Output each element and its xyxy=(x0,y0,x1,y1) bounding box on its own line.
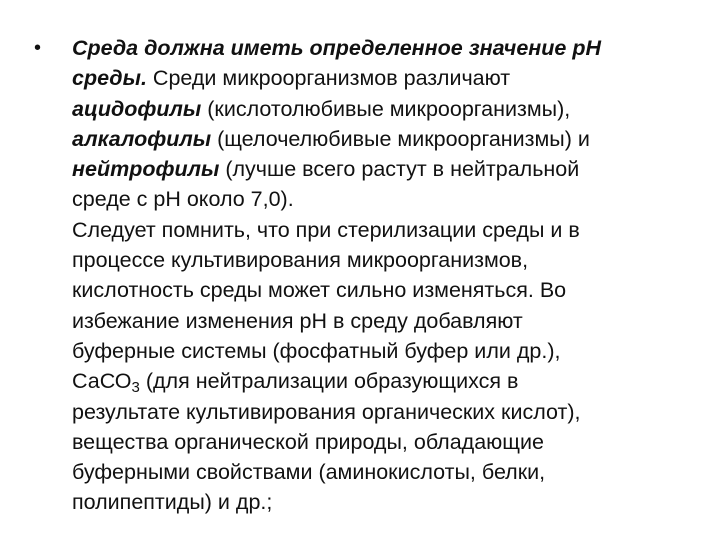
text-line-10: избежание изменения рН в среду добавляют xyxy=(72,308,523,333)
bold-phrase: Среда должна иметь определенное значение рН xyxy=(72,36,602,60)
text-line-15: буферными свойствами (аминокислоты, белки, xyxy=(72,460,546,485)
bullet-list xyxy=(34,33,694,518)
formula-subscript: 3 xyxy=(131,379,140,397)
text-line-14: вещества органической природы, обладающие xyxy=(72,429,544,454)
text-line-3 xyxy=(72,94,694,124)
text-line-7: Следует помнить, что при стерилизации среды и в xyxy=(72,217,580,242)
term-neutrophiles: нейтрофилы xyxy=(72,157,220,182)
text-line-4 xyxy=(72,124,694,154)
text-line-9: кислотность среды может сильно изменяться. Во xyxy=(72,278,567,303)
term-alkalophiles: алкалофилы xyxy=(72,126,212,151)
text-line-5 xyxy=(72,154,694,184)
text-run: (кислотолюбивые микроорганизмы), xyxy=(201,96,571,121)
text-run: (для нейтрализации образующихся в xyxy=(139,369,519,394)
text-run: (щелочелюбивые микроорганизмы) и xyxy=(211,126,590,151)
text-run: Среди микроорганизмов различают xyxy=(146,66,511,91)
text-line-2 xyxy=(72,63,694,93)
term-acidophiles: ацидофилы xyxy=(72,96,202,121)
text-line-11: буферные системы (фосфатный буфер или др.), xyxy=(72,338,561,363)
bullet-dot-icon: • xyxy=(34,37,42,59)
formula-caco: СаСО xyxy=(72,369,132,394)
text-line-8: процессе культивирования микроорганизмов, xyxy=(72,248,529,273)
bold-phrase: среды. xyxy=(72,66,147,91)
bullet-item xyxy=(34,33,694,518)
text-run: (лучше всего растут в нейтральной xyxy=(219,157,580,182)
text-line-1 xyxy=(72,33,694,63)
text-line-12 xyxy=(72,366,694,396)
text-line-16: полипептиды) и др.; xyxy=(72,490,273,515)
text-line-13: результате культивирования органических кислот), xyxy=(72,399,581,424)
text-line-6: среде с рН около 7,0). xyxy=(72,187,294,212)
